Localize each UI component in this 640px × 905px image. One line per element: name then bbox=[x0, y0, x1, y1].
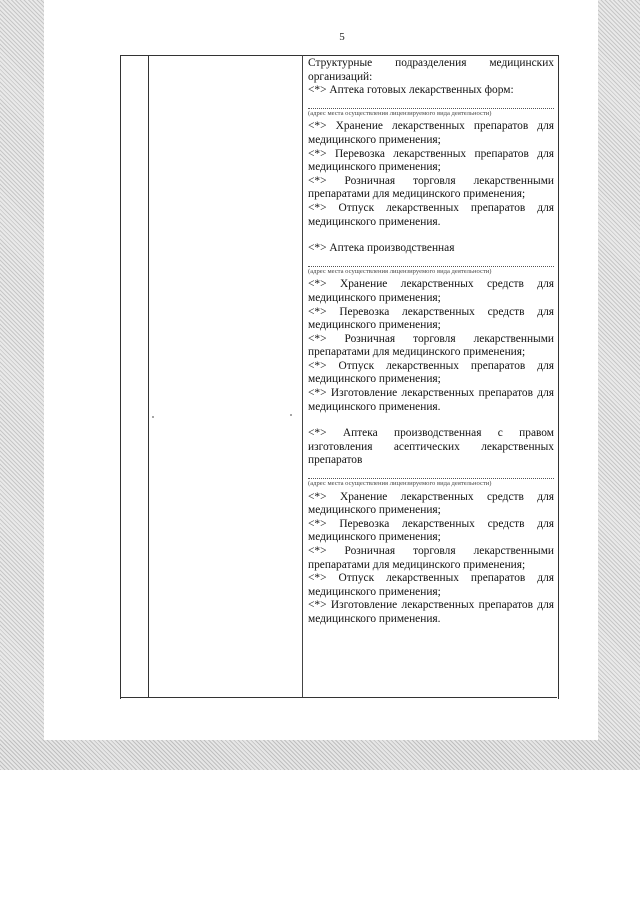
license-item: <*> Розничная торговля лекарственными препаратами для медицинского применения; bbox=[308, 174, 554, 201]
address-line bbox=[308, 478, 554, 479]
section-title: <*> Аптека производственная bbox=[308, 242, 455, 255]
license-item: <*> Розничная торговля лекарственными препаратами для медицинского применения; bbox=[308, 545, 554, 571]
license-item: <*> Перевозка лекарственных средств для медицинского применения; bbox=[308, 305, 554, 332]
license-item: <*> Отпуск лекарственных препаратов для медицинского применения; bbox=[308, 359, 554, 386]
table-bottom-border bbox=[120, 697, 557, 698]
section-title: <*> Аптека производственная с правом изготовления асептических лекарственных препаратов bbox=[308, 427, 554, 467]
address-note: (адрес места осуществления лицензируемого вида деятельности) bbox=[308, 480, 492, 488]
license-item: <*> Отпуск лекарственных препаратов для медицинского применения; bbox=[308, 572, 554, 598]
license-item: <*> Изготовление лекарственных препаратов для медицинского применения. bbox=[308, 387, 554, 413]
address-note: (адрес места осуществления лицензируемого вида деятельности) bbox=[308, 109, 492, 117]
license-item: <*> Хранение лекарственных средств для медицинского применения; bbox=[308, 490, 554, 517]
license-item: <*> Перевозка лекарственных средств для медицинского применения; bbox=[308, 517, 554, 544]
scan-border-left bbox=[0, 0, 44, 770]
table-column-divider bbox=[302, 55, 303, 698]
scan-border-bottom bbox=[0, 740, 640, 770]
table-column-divider bbox=[148, 55, 149, 698]
page-number: 5 bbox=[339, 31, 345, 43]
section-header: Структурные подразделения медицинских организаций: bbox=[308, 57, 554, 83]
address-note: (адрес места осуществления лицензируемого вида деятельности) bbox=[308, 267, 492, 275]
license-item: <*> Перевозка лекарственных препаратов для медицинского применения; bbox=[308, 147, 554, 174]
scan-speck bbox=[290, 414, 292, 416]
license-item: <*> Хранение лекарственных препаратов для медицинского применения; bbox=[308, 120, 554, 146]
scan-border-right bbox=[598, 0, 640, 770]
address-line bbox=[308, 266, 554, 267]
license-item: <*> Розничная торговля лекарственными препаратами для медицинского применения; bbox=[308, 332, 554, 359]
license-item: <*> Отпуск лекарственных препаратов для медицинского применения. bbox=[308, 201, 554, 228]
address-line bbox=[308, 108, 554, 109]
section-title: <*> Аптека готовых лекарственных форм: bbox=[308, 84, 514, 97]
license-item: <*> Изготовление лекарственных препаратов для медицинского применения. bbox=[308, 599, 554, 625]
scan-speck bbox=[152, 416, 154, 418]
table-cell-content bbox=[308, 57, 554, 627]
license-item: <*> Хранение лекарственных средств для медицинского применения; bbox=[308, 278, 554, 304]
